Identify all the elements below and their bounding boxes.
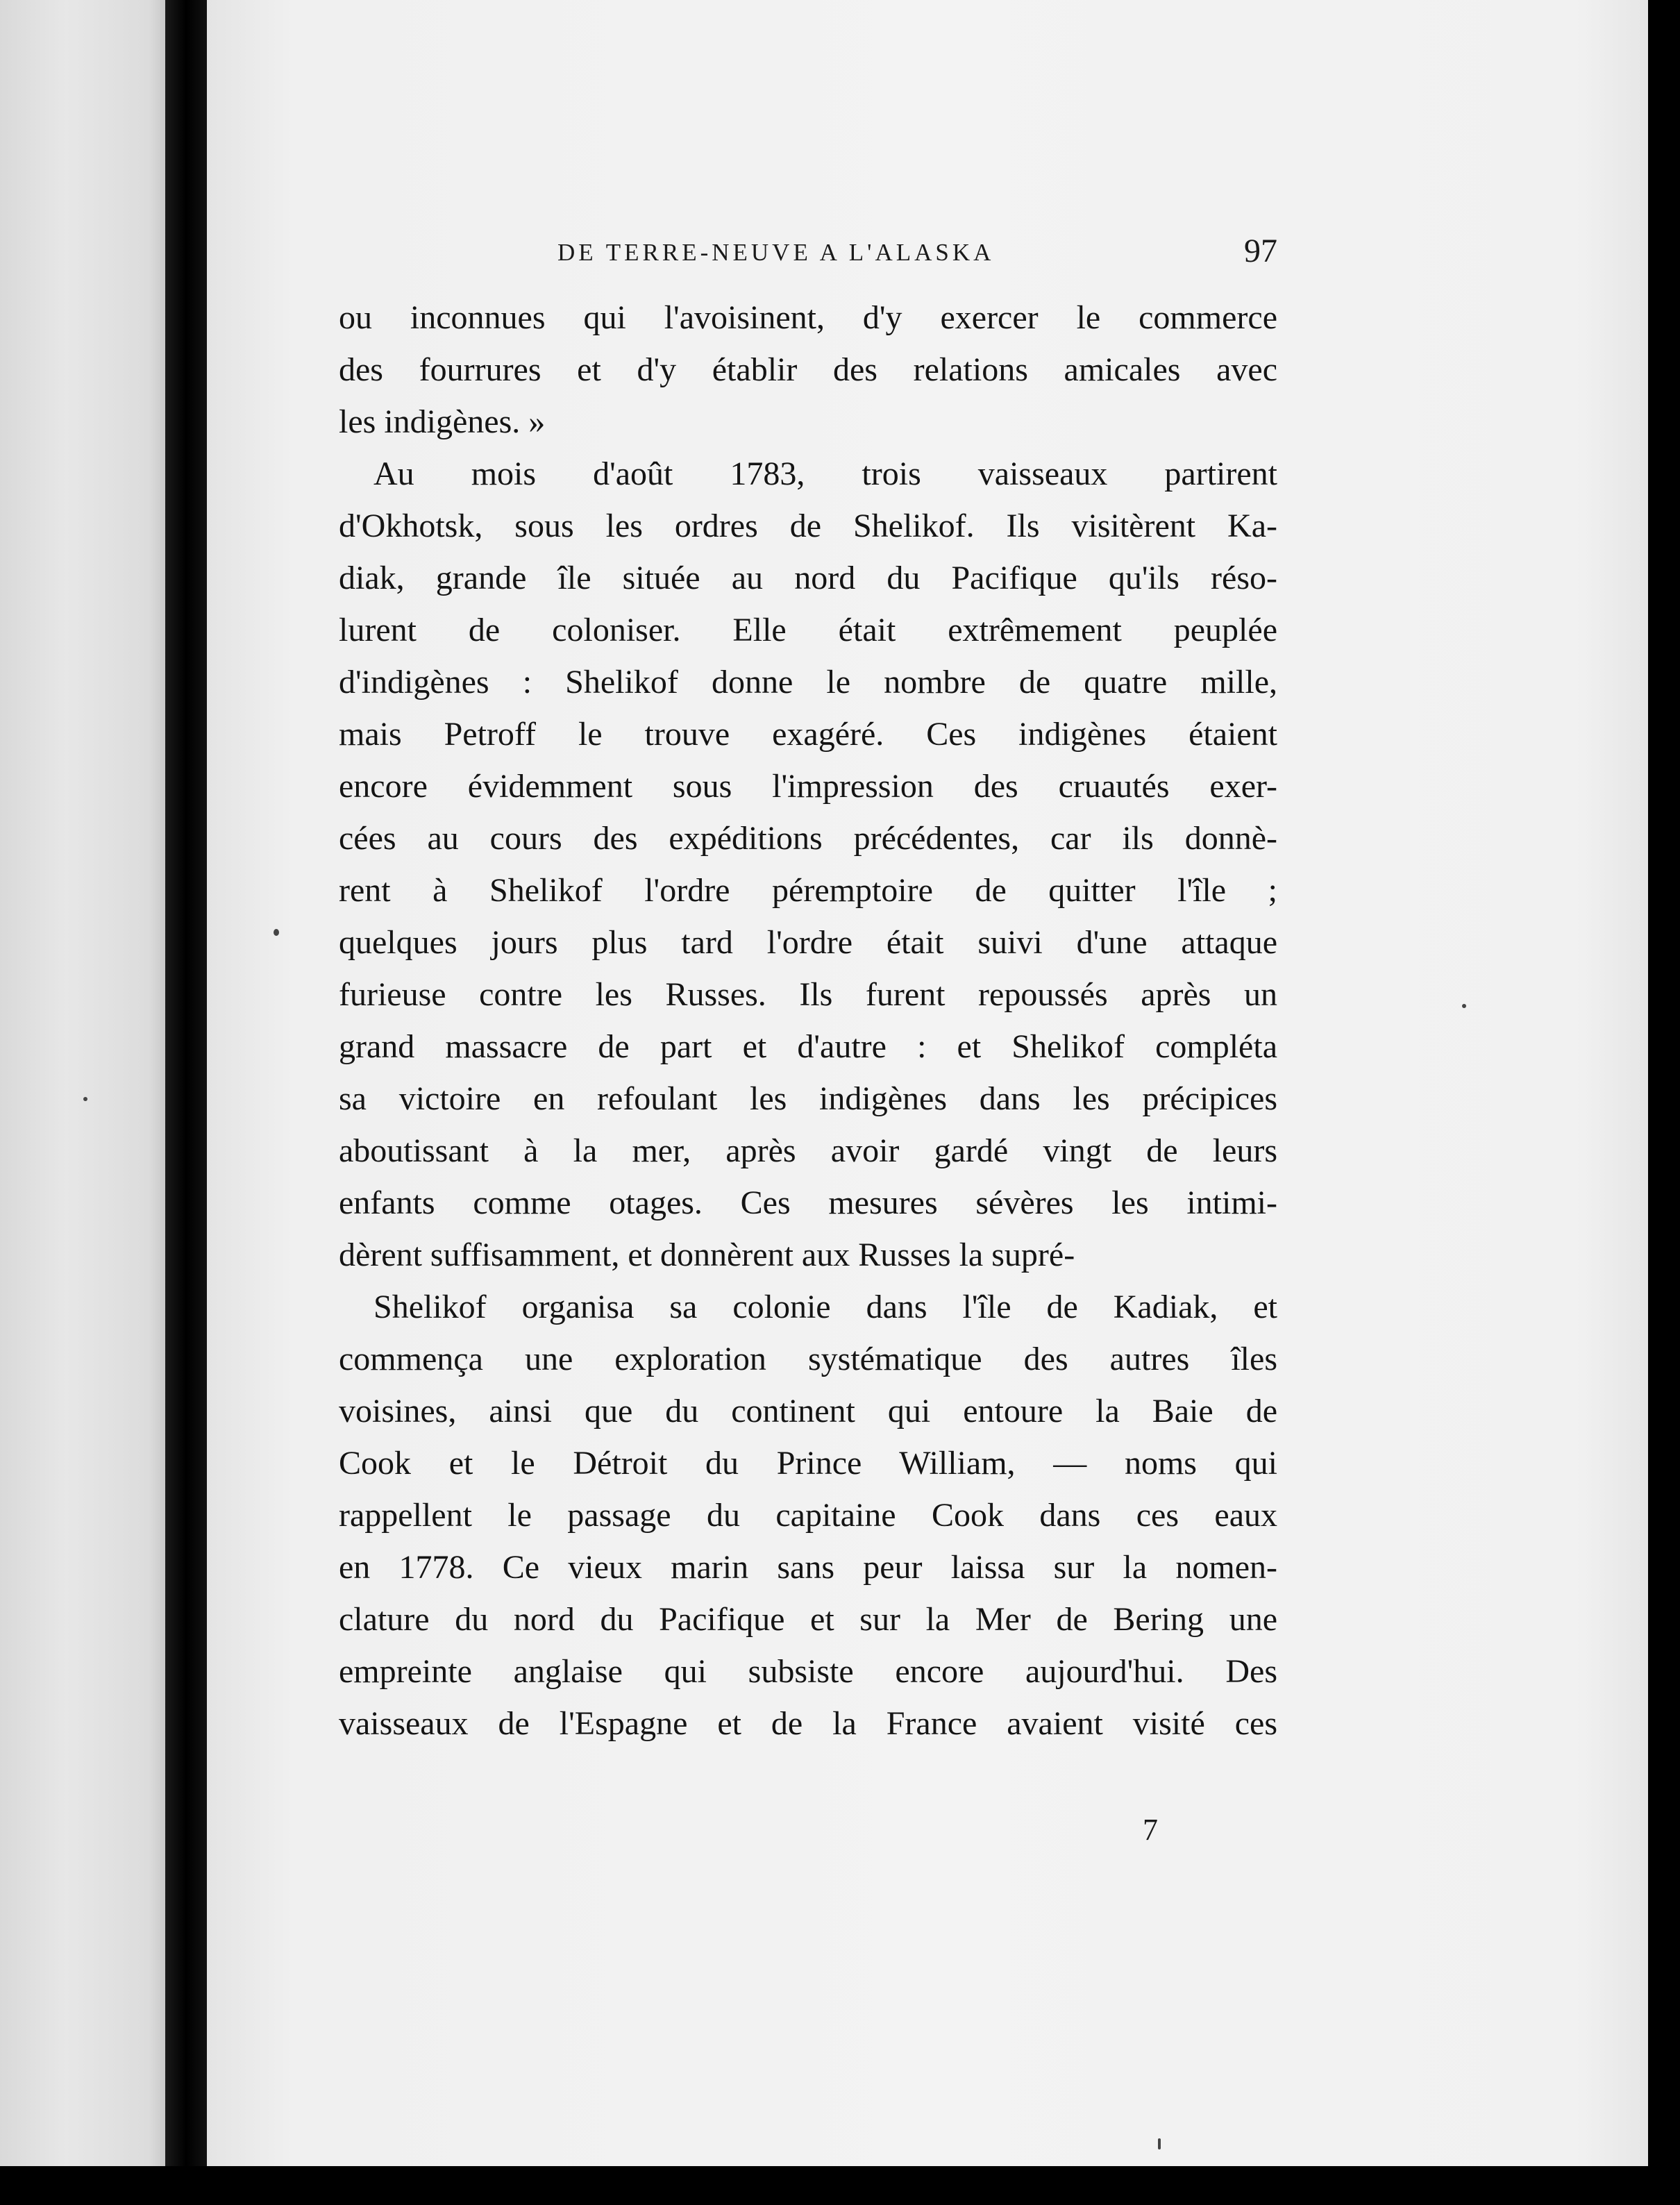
text-line: d'Okhotsk, sous les ordres de Shelikof. Ils visitèrent Ka- [339,508,1277,544]
text-line: voisines, ainsi que du continent qui entoure la Baie de [339,1393,1277,1430]
text-line: furieuse contre les Russes. Ils furent repoussés après un [339,976,1277,1013]
text-line: ou inconnues qui l'avoisinent, d'y exercer le commerce [339,299,1277,336]
paragraph [339,292,1277,448]
dust-speck [1462,1004,1466,1008]
running-head-title: DE TERRE-NEUVE A L'ALASKA [557,239,995,266]
paragraph [339,1281,1277,1750]
text-line: rappellent le passage du capitaine Cook dans ces eaux [339,1497,1277,1534]
text-line: grand massacre de part et d'autre : et Shelikof compléta [339,1028,1277,1065]
text-line: sa victoire en refoulant les indigènes dans les précipices [339,1080,1277,1117]
text-line: rent à Shelikof l'ordre péremptoire de quitter l'île ; [339,872,1277,909]
text-line: cées au cours des expéditions précédentes, car ils donnè- [339,820,1277,857]
text-line: aboutissant à la mer, après avoir gardé vingt de leurs [339,1132,1277,1169]
text-line: dèrent suffisamment, et donnèrent aux Russes la supré- [339,1236,1075,1273]
text-line: commença une exploration systématique des autres îles [339,1341,1277,1377]
text-line: empreinte anglaise qui subsiste encore aujourd'hui. Des [339,1653,1277,1690]
bottom-scan-border [0,2166,1680,2205]
text-line: Au mois d'août 1783, trois vaisseaux partirent [373,455,1277,492]
paragraph [339,448,1277,1281]
text-line: diak, grande île située au nord du Pacifique qu'ils réso- [339,560,1277,596]
page-number: 97 [1244,233,1277,269]
text-line: quelques jours plus tard l'ordre était suivi d'une attaque [339,924,1277,961]
text-line: d'indigènes : Shelikof donne le nombre de quatre mille, [339,664,1277,701]
dust-speck [1158,2138,1161,2149]
text-line: les indigènes. » [339,403,546,440]
text-line: des fourrures et d'y établir des relations amicales avec [339,351,1277,388]
text-line: enfants comme otages. Ces mesures sévères les intimi- [339,1184,1277,1221]
body-text [339,292,1277,1750]
right-scan-border [1648,0,1680,2205]
text-line: en 1778. Ce vieux marin sans peur laissa sur la nomen- [339,1549,1277,1586]
dust-speck [274,929,279,936]
signature-mark: 7 [1143,1813,1158,1847]
running-head [339,232,1277,274]
left-facing-page-edge [0,0,165,2205]
text-line: encore évidemment sous l'impression des cruautés exer- [339,768,1277,805]
text-line: Cook et le Détroit du Prince William, — noms qui [339,1445,1277,1482]
text-line: mais Petroff le trouve exagéré. Ces indigènes étaient [339,716,1277,753]
text-line: vaisseaux de l'Espagne et de la France avaient visité ces [339,1705,1277,1742]
text-line: Shelikof organisa sa colonie dans l'île de Kadiak, et [373,1289,1277,1325]
book-binding-shadow [165,0,207,2205]
dust-speck [83,1097,87,1101]
text-line: lurent de coloniser. Elle était extrêmement peuplée [339,612,1277,648]
text-line: clature du nord du Pacifique et sur la Mer de Bering une [339,1601,1277,1638]
